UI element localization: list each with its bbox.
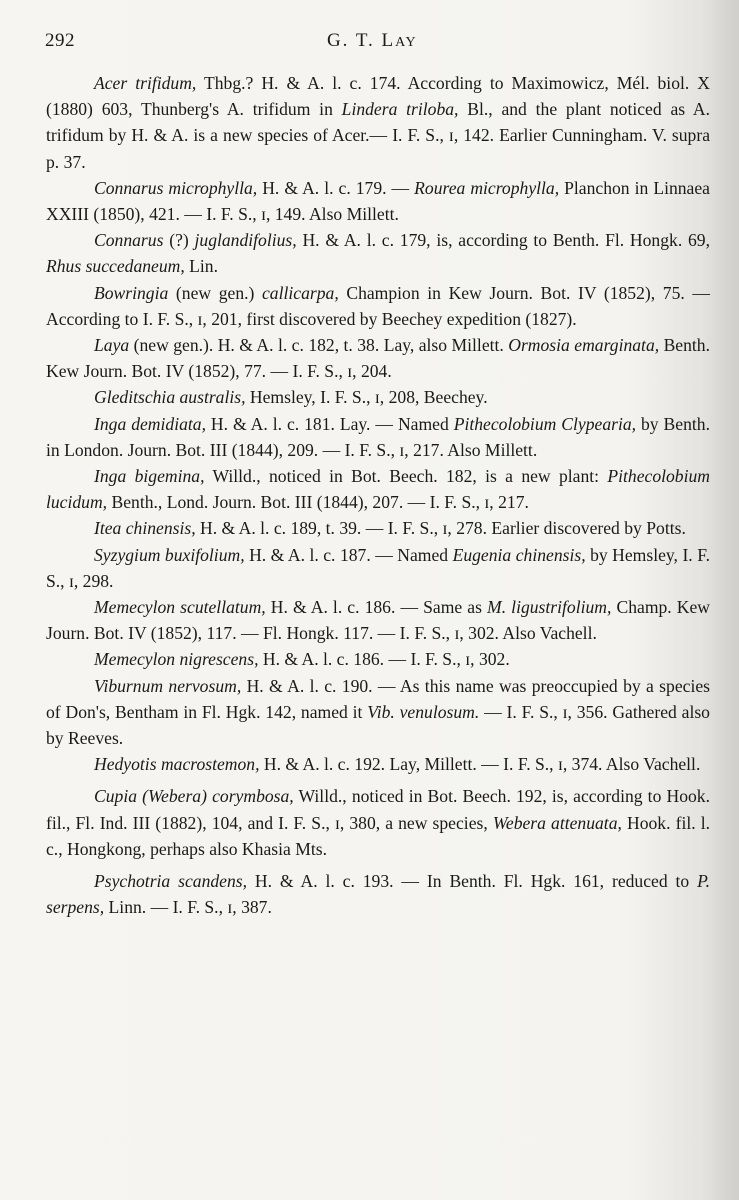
taxon-name: Viburnum nervosum, [94, 675, 242, 696]
entry-text: (new gen.). H. & A. l. c. 182, t. 38. Lay, also Millett. [129, 335, 509, 356]
entry-text: Champ. Kew Journ. Bot. IV (1852), 117. — Fl. Hongk. 117. — I. F. S., ɪ, 302. Also Vachell. [46, 597, 710, 644]
taxon-name: Webera attenuata, [492, 812, 622, 833]
taxon-name: M. ligustrifolium, [487, 597, 612, 618]
entry-acer-trifidum [46, 70, 710, 175]
entry-text: H. & A. l. c. 181. Lay. — Named [205, 413, 454, 434]
running-head [45, 30, 699, 52]
entry-text: Champion in Kew Journ. Bot. IV (1852), 75. — According to I. F. S., ɪ, 201, first discovered by Beechey expedition (1827). [46, 282, 710, 329]
taxon-name: Acer trifidum, [94, 73, 197, 93]
author-prefix: G. T. L [326, 30, 396, 51]
entry-text: Willd., noticed in Bot. Beech. 182, is a new plant: [204, 466, 608, 487]
entry-text: Benth., Lond. Journ. Bot. III (1844), 207. — I. F. S., ɪ, 217. [107, 492, 529, 513]
entry-text: H. & A. l. c. 189, t. 39. — I. F. S., ɪ, 278. Earlier discovered by Potts. [195, 518, 686, 539]
entry-text: Hemsley, I. F. S., ɪ, 208, Beechey. [245, 387, 488, 408]
entry-hedyotis [46, 751, 710, 777]
taxon-name: Cupia (Webera) corymbosa, [94, 786, 294, 807]
entry-memecylon-nigrescens [46, 646, 710, 672]
page-header [45, 30, 699, 58]
entry-text: Benth. Kew Journ. Bot. IV (1852), 77. — I. F. S., ɪ, 204. [46, 335, 711, 382]
entry-text: Willd., noticed in Bot. Beech. 192, is, according to Hook. fil., Fl. Ind. III (1882), 104, and I. F. S., ɪ, 380, a new species, [46, 786, 710, 833]
entry-viburnum [46, 673, 710, 752]
taxon-name: Memecylon scutellatum, [94, 597, 266, 618]
taxon-name: Bowringia [94, 282, 169, 303]
taxon-name: callicarpa, [262, 282, 339, 303]
entry-text: — I. F. S., ɪ, 356. Gathered also by Reeves. [46, 701, 710, 749]
entry-text: Thbg.? H. & A. l. c. 174. According to Maximowicz, Mél. biol. X (1880) 603, Thunberg's A. trifidum in [46, 73, 710, 120]
entry-gleditschia [46, 384, 710, 410]
entry-inga-demidiata [46, 411, 710, 463]
entry-text: H. & A. l. c. 187. — Named [244, 544, 453, 565]
entry-bowringia [46, 280, 710, 332]
taxon-name: Pithecolobium Clypearia, [453, 413, 637, 434]
entry-psychotria [46, 868, 710, 920]
entry-text: by Benth. in London. Journ. Bot. III (1844), 209. — I. F. S., ɪ, 217. Also Millett. [46, 413, 710, 460]
entry-itea-chinensis [46, 515, 710, 541]
entry-text: Bl., and the plant noticed as A. trifidum by H. & A. is a new species of Acer.— I. F. S., ɪ, 142. Earlier Cunningham. V. supra p. 37. [46, 99, 711, 172]
taxon-name: Syzygium buxifolium, [94, 544, 245, 565]
page-number: 292 [45, 30, 75, 51]
entry-text: H. & A. l. c. 179, is, according to Benth. Fl. Hongk. 69, [296, 230, 710, 251]
taxon-name: juglandifolius, [194, 230, 297, 251]
entry-text: by Hemsley, I. F. S., ɪ, 298. [46, 544, 710, 591]
entry-laya [46, 332, 710, 384]
taxon-name: Memecylon nigrescens, [94, 649, 259, 670]
entry-text: H. & A. l. c. 186. — Same as [265, 597, 488, 618]
entry-connarus-microphylla [46, 175, 710, 227]
entry-syzygium [46, 542, 710, 594]
entry-text: Lin. [184, 256, 218, 277]
taxon-name: Pithecolobium lucidum, [46, 466, 710, 513]
taxon-name: Ormosia emarginata, [508, 335, 660, 356]
taxon-name: Eugenia chinensis, [452, 544, 586, 565]
taxon-name: Rhus succedaneum, [46, 256, 185, 277]
entry-inga-bigemina [46, 463, 710, 515]
entry-text: H. & A. l. c. 179. — [257, 177, 415, 198]
taxon-name: P. serpens, [46, 871, 710, 918]
entry-cupia [46, 783, 710, 862]
entry-text: H. & A. l. c. 193. — In Benth. Fl. Hgk. 161, reduced to [247, 871, 698, 892]
taxon-name: Inga demidiata, [94, 413, 206, 434]
taxon-name: Connarus [94, 230, 164, 251]
entry-connarus-juglandifolius [46, 227, 710, 279]
taxon-name: Inga bigemina, [94, 466, 205, 487]
taxon-name: Lindera triloba, [341, 99, 459, 120]
taxon-name: Vib. venulosum. [367, 701, 480, 722]
taxon-name: Psychotria scandens, [94, 871, 248, 892]
page-body [46, 70, 710, 921]
taxon-name: Rourea microphylla, [414, 177, 560, 198]
entry-text: H. & A. l. c. 190. — As this name was preoccupied by a species of Don's, Bentham in Fl. Hgk. 142, named it [46, 675, 710, 722]
taxon-name: Itea chinensis, [94, 518, 196, 539]
entry-text: (?) [163, 230, 195, 251]
entry-text: Linn. — I. F. S., ɪ, 387. [104, 897, 272, 918]
entry-memecylon-scutellatum [46, 594, 710, 646]
taxon-name: Laya [94, 335, 130, 356]
entry-text: Planchon in Linnaea XXIII (1850), 421. — I. F. S., ɪ, 149. Also Millett. [46, 177, 710, 225]
author-rest: AY [395, 35, 418, 50]
taxon-name: Connarus microphylla, [94, 177, 258, 198]
entry-text: (new gen.) [168, 282, 262, 303]
entry-text: H. & A. l. c. 186. — I. F. S., ɪ, 302. [258, 649, 510, 670]
entry-text: H. & A. l. c. 192. Lay, Millett. — I. F. S., ɪ, 374. Also Vachell. [259, 754, 701, 775]
entry-text: Hook. fil. l. c., Hongkong, perhaps also Khasia Mts. [46, 812, 711, 859]
taxon-name: Gleditschia australis, [94, 387, 246, 408]
taxon-name: Hedyotis macrostemon, [94, 754, 260, 775]
